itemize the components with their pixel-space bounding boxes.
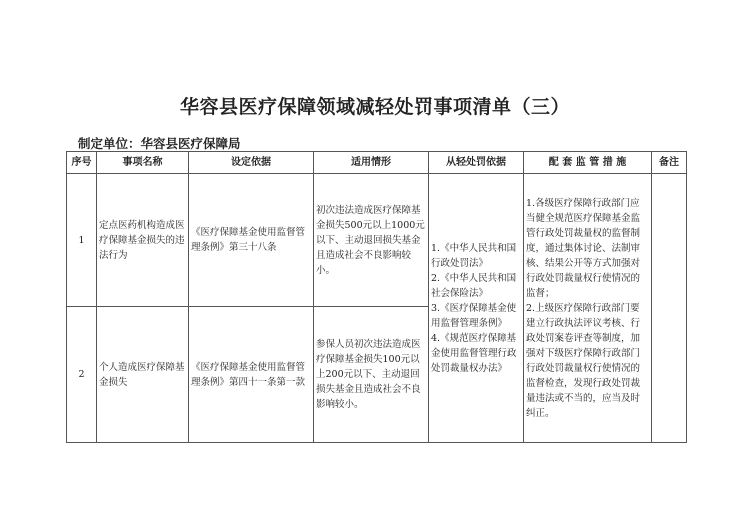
row-basis: 《医疗保障基金使用监督管理条例》第三十八条: [189, 174, 314, 307]
row-condition: 参保人员初次违法造成医疗保障基金损失100元以上200元以下、主动退回损失基金且造成社会不良影响较小。: [314, 307, 429, 443]
light-penalty-basis: 1.《中华人民共和国行政处罚法》 2.《中华人民共和国社会保险法》 3.《医疗保障基金使用监督管理条例》 4.《规范医疗保障基金使用监督管理行政处罚裁量权办法》: [429, 174, 524, 443]
row-basis: 《医疗保障基金使用监督管理条例》第四十一条第一款: [189, 307, 314, 443]
header-condition: 适用情形: [314, 152, 429, 174]
header-seq: 序号: [67, 152, 97, 174]
document-title: 华容县医疗保障领域减轻处罚事项清单（三）: [179, 96, 570, 118]
table-row: [67, 174, 687, 307]
header-basis: 设定依据: [189, 152, 314, 174]
row-seq: 2: [67, 307, 97, 443]
penalty-items-table: [66, 151, 687, 443]
header-light-basis: 从轻处罚依据: [429, 152, 524, 174]
table-header-row: [67, 152, 687, 174]
supervision-measures: 1.各级医疗保障行政部门应当健全规范医疗保障基金监管行政处罚裁量权的监督制度，通过集体讨论、法制审核、结果公开等方式加强对行政处罚裁量权行使情况的监督； 2.上级医疗保障行政部门要建立行政执法评议考核、行政处罚案卷评查等制度，加强对下级医疗保障行政部门行政处罚裁量权行使情况的监督检查，发现行政处罚裁量违法或不当的，应当及时纠正。: [524, 174, 652, 443]
header-item: 事项名称: [97, 152, 189, 174]
row-item: 定点医药机构造成医疗保障基金损失的违法行为: [97, 174, 189, 307]
row-condition: 初次违法造成医疗保障基金损失500元以上1000元以下、主动退回损失基金且造成社会不良影响较小。: [314, 174, 429, 307]
header-measures: 配 套 监 管 措 施: [524, 152, 652, 174]
remark-cell: [652, 174, 687, 443]
row-item: 个人造成医疗保障基金损失: [97, 307, 189, 443]
issuing-unit: 制定单位：华容县医疗保障局: [78, 136, 241, 151]
row-seq: 1: [67, 174, 97, 307]
header-remark: 备注: [652, 152, 687, 174]
